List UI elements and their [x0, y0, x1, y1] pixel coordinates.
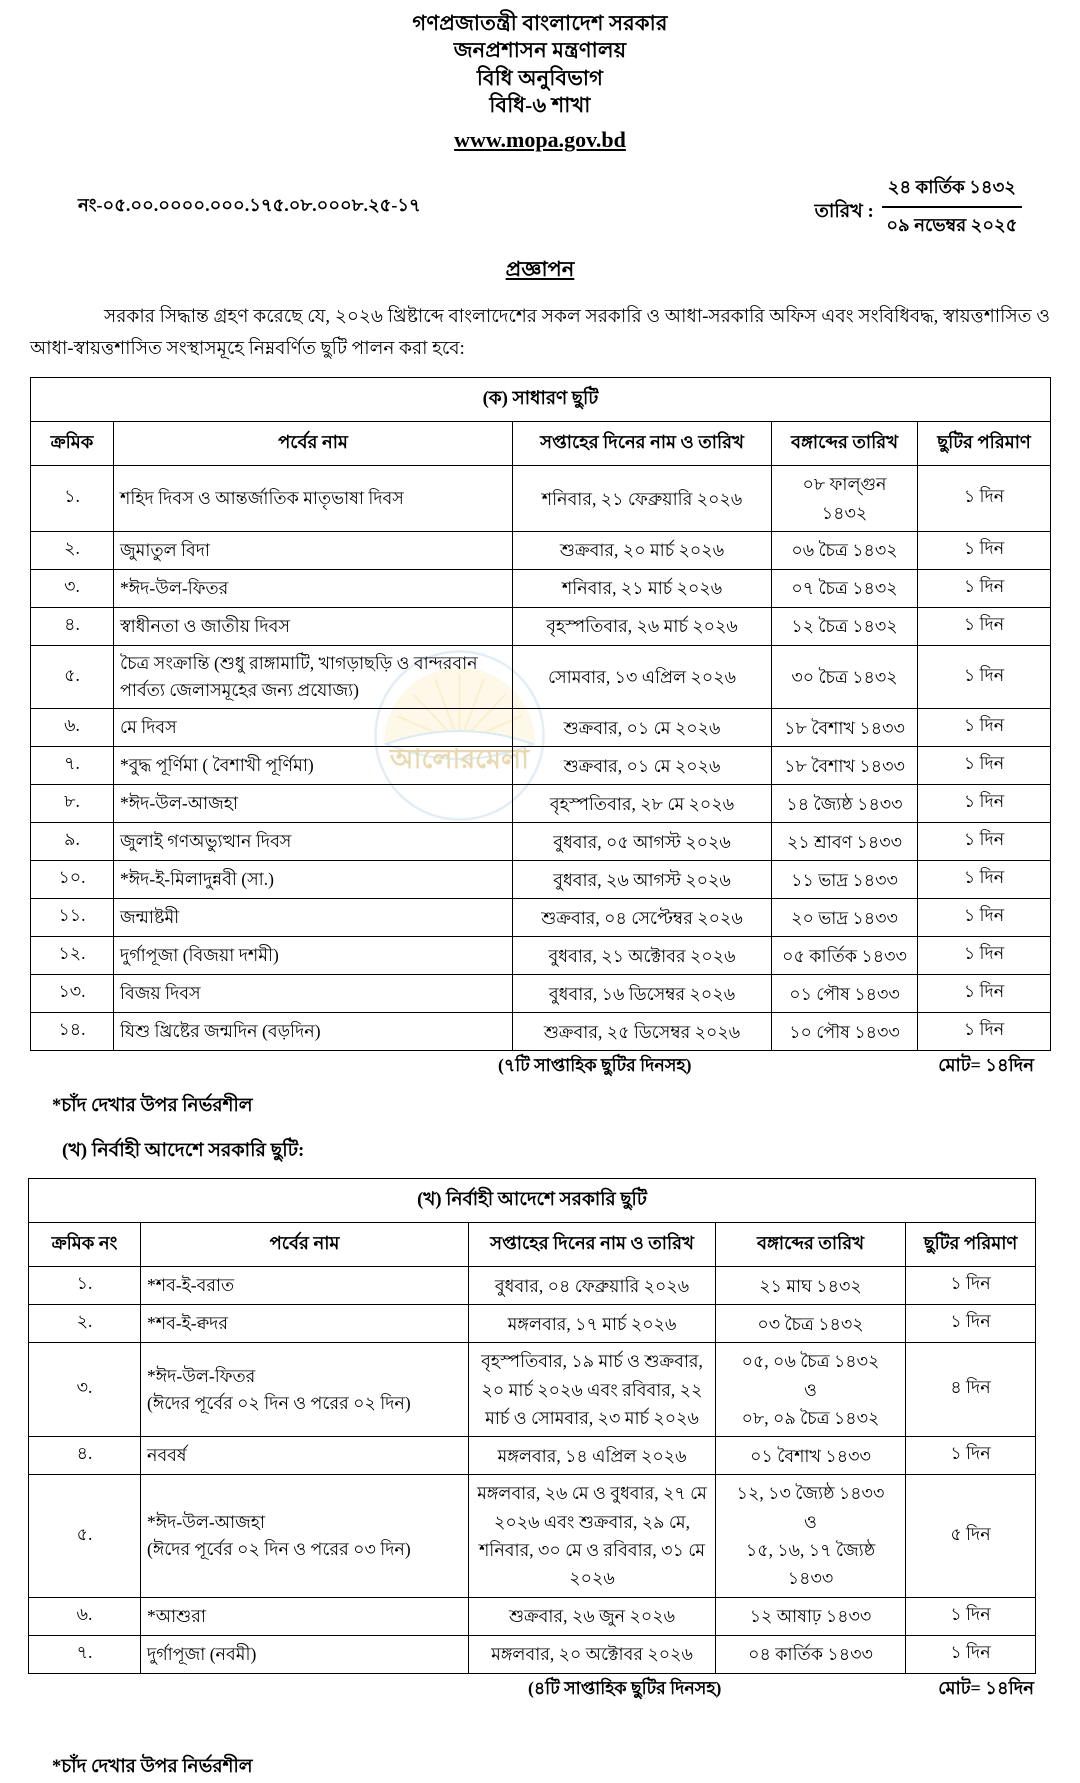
- table2-row-0-amount: ১ দিন: [906, 1267, 1036, 1305]
- intro-paragraph: সরকার সিদ্ধান্ত গ্রহণ করেছে যে, ২০২৬ খ্রিষ্টাব্দে বাংলাদেশের সকল সরকারি ও আধা-সরকারি অফিস এবং সংবিধিবদ্ধ, স্বায়ত্তশাসিত ও আধা-স্বায়ত্তশাসিত সংস্থাসমূহে নিম্নবর্ণিত ছুটি পালন করা হবে:: [30, 306, 1050, 359]
- table1-col-sl: ক্রমিক: [31, 422, 114, 466]
- table1-row-4-amount: ১ দিন: [918, 646, 1051, 709]
- table2-row-4-name: *ঈদ-উল-আজহা (ঈদের পূর্বের ০২ দিন ও পরের ০৩ দিন): [141, 1475, 469, 1597]
- table1-row-5-amount: ১ দিন: [918, 709, 1051, 747]
- table2-row-0-day: বুধবার, ০৪ ফেব্রুয়ারি ২০২৬: [469, 1267, 716, 1305]
- table1-row-12-bengali-date: ০১ পৌষ ১৪৩৩: [772, 975, 918, 1013]
- table1-total: মোট= ১৪দিন: [938, 1055, 1034, 1076]
- table2-row-1-name: *শব-ই-ক্বদর: [141, 1305, 469, 1343]
- table-row: [31, 785, 1051, 823]
- table1-row-0-amount: ১ দিন: [918, 466, 1051, 532]
- table2-row-4-sl: ৫.: [29, 1475, 141, 1597]
- table1-row-4-name: চৈত্র সংক্রান্তি (শুধু রাঙ্গামাটি, খাগড়াছড়ি ও বান্দরবান পার্বত্য জেলাসমূহের জন্য প্রযোজ্য): [114, 646, 513, 709]
- header-line-4: বিধি-৬ শাখা: [489, 92, 591, 117]
- table1-row-1-bengali-date: ০৬ চৈত্র ১৪৩২: [772, 532, 918, 570]
- table2-row-1-day: মঙ্গলবার, ১৭ মার্চ ২০২৬: [469, 1305, 716, 1343]
- table1-row-11-sl: ১২.: [31, 937, 114, 975]
- moon-note-2: *চাঁদ দেখার উপর নির্ভরশীল: [52, 1756, 253, 1777]
- table2-row-5-sl: ৬.: [29, 1597, 141, 1635]
- executive-holidays-table: [28, 1178, 1036, 1673]
- table1-row-6-sl: ৭.: [31, 747, 114, 785]
- table-row: [29, 1267, 1036, 1305]
- table2-col-sl: ক্রমিক নং: [29, 1223, 141, 1267]
- table2-col-amt: ছুটির পরিমাণ: [906, 1223, 1036, 1267]
- section-b-heading: (খ) নির্বাহী আদেশে সরকারি ছুটি:: [62, 1140, 305, 1162]
- table2-row-4-day: মঙ্গলবার, ২৬ মে ও বুধবার, ২৭ মে ২০২৬ এবং শুক্রবার, ২৯ মে, শনিবার, ৩০ মে ও রবিবার, ৩১ মে ২০২৬: [469, 1475, 716, 1597]
- table1-caption: (ক) সাধারণ ছুটি: [31, 378, 1051, 422]
- table2-row-6-bengali-date: ০৪ কার্তিক ১৪৩৩: [716, 1635, 906, 1673]
- table1-row-3-name: স্বাধীনতা ও জাতীয় দিবস: [114, 608, 513, 646]
- table1-row-10-day: শুক্রবার, ০৪ সেপ্টেম্বর ২০২৬: [513, 899, 772, 937]
- table1-row-13-sl: ১৪.: [31, 1013, 114, 1051]
- table1-row-9-bengali-date: ১১ ভাদ্র ১৪৩৩: [772, 861, 918, 899]
- table1-row-1-day: শুক্রবার, ২০ মার্চ ২০২৬: [513, 532, 772, 570]
- table1-row-10-name: জন্মাষ্টমী: [114, 899, 513, 937]
- table2-col-name: পর্বের নাম: [141, 1223, 469, 1267]
- date-block: [815, 173, 1022, 242]
- table1-col-bng: বঙ্গাব্দের তারিখ: [772, 422, 918, 466]
- table1-row-4-bengali-date: ৩০ চৈত্র ১৪৩২: [772, 646, 918, 709]
- table1-body: [31, 466, 1051, 1051]
- notice-title: প্রজ্ঞাপন: [505, 256, 575, 281]
- table-row: [31, 861, 1051, 899]
- table1-row-7-amount: ১ দিন: [918, 785, 1051, 823]
- table2-weekly-note: (৪টি সাপ্তাহিক ছুটির দিনসহ): [528, 1677, 722, 1698]
- table1-row-3-bengali-date: ১২ চৈত্র ১৪৩২: [772, 608, 918, 646]
- table2-row-6-name: দুর্গাপূজা (নবমী): [141, 1635, 469, 1673]
- table2-row-2-amount: ৪ দিন: [906, 1343, 1036, 1437]
- table1-row-6-day: শুক্রবার, ০১ মে ২০২৬: [513, 747, 772, 785]
- table2-row-3-sl: ৪.: [29, 1437, 141, 1475]
- table2-row-0-sl: ১.: [29, 1267, 141, 1305]
- table1-row-8-amount: ১ দিন: [918, 823, 1051, 861]
- table2-row-5-day: শুক্রবার, ২৬ জুন ২০২৬: [469, 1597, 716, 1635]
- table1-row-9-sl: ১০.: [31, 861, 114, 899]
- table1-row-9-amount: ১ দিন: [918, 861, 1051, 899]
- table2-row-2-sl: ৩.: [29, 1343, 141, 1437]
- table1-row-3-amount: ১ দিন: [918, 608, 1051, 646]
- table1-row-8-bengali-date: ২১ শ্রাবণ ১৪৩৩: [772, 823, 918, 861]
- table1-row-1-amount: ১ দিন: [918, 532, 1051, 570]
- table1-row-10-amount: ১ দিন: [918, 899, 1051, 937]
- table2-row-5-name: *আশুরা: [141, 1597, 469, 1635]
- table1-row-7-day: বৃহস্পতিবার, ২৮ মে ২০২৬: [513, 785, 772, 823]
- table1-row-2-amount: ১ দিন: [918, 570, 1051, 608]
- table-row: [29, 1635, 1036, 1673]
- table-row: [31, 709, 1051, 747]
- table-row: [29, 1475, 1036, 1597]
- table1-row-11-bengali-date: ০৫ কার্তিক ১৪৩৩: [772, 937, 918, 975]
- table1-row-3-day: বৃহস্পতিবার, ২৬ মার্চ ২০২৬: [513, 608, 772, 646]
- table2-row-5-bengali-date: ১২ আষাঢ় ১৪৩৩: [716, 1597, 906, 1635]
- table1-row-5-name: মে দিবস: [114, 709, 513, 747]
- table2-body: [29, 1267, 1036, 1673]
- table2-row-3-amount: ১ দিন: [906, 1437, 1036, 1475]
- table1-row-11-day: বুধবার, ২১ অক্টোবর ২০২৬: [513, 937, 772, 975]
- table2-row-1-sl: ২.: [29, 1305, 141, 1343]
- table1-row-2-name: *ঈদ-উল-ফিতর: [114, 570, 513, 608]
- table2-caption-row: [29, 1179, 1036, 1223]
- general-holidays-table: [30, 377, 1051, 1051]
- table2-col-day: সপ্তাহের দিনের নাম ও তারিখ: [469, 1223, 716, 1267]
- table1-row-12-name: বিজয় দিবস: [114, 975, 513, 1013]
- table-row: [29, 1305, 1036, 1343]
- executive-holidays-table-wrap: [28, 1178, 1080, 1673]
- document-header: [0, 0, 1080, 155]
- date-label: তারিখ :: [814, 201, 874, 223]
- moon-note-1: *চাঁদ দেখার উপর নির্ভরশীল: [52, 1096, 253, 1117]
- table1-row-8-sl: ৯.: [31, 823, 114, 861]
- table1-row-11-name: দুর্গাপূজা (বিজয়া দশমী): [114, 937, 513, 975]
- table-row: [31, 975, 1051, 1013]
- table-row: [31, 646, 1051, 709]
- table2-total: মোট= ১৪দিন: [938, 1677, 1034, 1698]
- table1-footer: [0, 1051, 1080, 1077]
- table-row: [29, 1437, 1036, 1475]
- table1-row-7-name: *ঈদ-উল-আজহা: [114, 785, 513, 823]
- watermark-text: আলোরমেলা: [390, 744, 529, 774]
- table-row: [31, 466, 1051, 532]
- table2-row-4-bengali-date: ১২, ১৩ জ্যৈষ্ঠ ১৪৩৩ ও ১৫, ১৬, ১৭ জ্যৈষ্ঠ ১৪৩৩: [716, 1475, 906, 1597]
- table2-row-2-day: বৃহস্পতিবার, ১৯ মার্চ ও শুক্রবার, ২০ মার্চ ২০২৬ এবং রবিবার, ২২ মার্চ ও সোমবার, ২৩ মার্চ ২০২৬: [469, 1343, 716, 1437]
- table1-col-amt: ছুটির পরিমাণ: [918, 422, 1051, 466]
- table1-row-6-amount: ১ দিন: [918, 747, 1051, 785]
- table2-row-6-day: মঙ্গলবার, ২০ অক্টোবর ২০২৬: [469, 1635, 716, 1673]
- website-link[interactable]: www.mopa.gov.bd: [454, 127, 626, 153]
- header-line-2: জনপ্রশাসন মন্ত্রণালয়: [453, 38, 627, 63]
- table1-row-0-sl: ১.: [31, 466, 114, 532]
- table1-row-2-sl: ৩.: [31, 570, 114, 608]
- table2-row-3-name: নববর্ষ: [141, 1437, 469, 1475]
- table2-row-2-bengali-date: ০৫, ০৬ চৈত্র ১৪৩২ ও ০৮, ০৯ চৈত্র ১৪৩২: [716, 1343, 906, 1437]
- memo-row: [0, 173, 1080, 251]
- table2-row-4-amount: ৫ দিন: [906, 1475, 1036, 1597]
- table1-row-7-bengali-date: ১৪ জ্যৈষ্ঠ ১৪৩৩: [772, 785, 918, 823]
- table1-row-5-day: শুক্রবার, ০১ মে ২০২৬: [513, 709, 772, 747]
- table2-header-row: [29, 1223, 1036, 1267]
- table-row: [31, 747, 1051, 785]
- table1-row-13-amount: ১ দিন: [918, 1013, 1051, 1051]
- table-row: [31, 570, 1051, 608]
- table1-row-9-day: বুধবার, ২৬ আগস্ট ২০২৬: [513, 861, 772, 899]
- table1-row-12-amount: ১ দিন: [918, 975, 1051, 1013]
- table2-caption: (খ) নির্বাহী আদেশে সরকারি ছুটি: [29, 1179, 1036, 1223]
- table-row: [31, 823, 1051, 861]
- table-row: [31, 899, 1051, 937]
- table2-row-0-bengali-date: ২১ মাঘ ১৪৩২: [716, 1267, 906, 1305]
- table2-row-1-amount: ১ দিন: [906, 1305, 1036, 1343]
- table1-row-13-day: শুক্রবার, ২৫ ডিসেম্বর ২০২৬: [513, 1013, 772, 1051]
- table1-header-row: [31, 422, 1051, 466]
- table1-row-6-name: *বুদ্ধ পূর্ণিমা ( বৈশাখী পূর্ণিমা): [114, 747, 513, 785]
- table2-row-2-name: *ঈদ-উল-ফিতর (ঈদের পূর্বের ০২ দিন ও পরের ০২ দিন): [141, 1343, 469, 1437]
- header-line-1: গণপ্রজাতন্ত্রী বাংলাদেশ সরকার: [412, 11, 668, 35]
- header-line-3: বিধি অনুবিভাগ: [476, 65, 604, 90]
- table2-row-0-name: *শব-ই-বরাত: [141, 1267, 469, 1305]
- table1-weekly-note: (৭টি সাপ্তাহিক ছুটির দিনসহ): [498, 1055, 692, 1076]
- table1-row-4-sl: ৫.: [31, 646, 114, 709]
- table1-row-9-name: *ঈদ-ই-মিলাদুন্নবী (সা.): [114, 861, 513, 899]
- table-row: [31, 608, 1051, 646]
- table2-row-1-bengali-date: ০৩ চৈত্র ১৪৩২: [716, 1305, 906, 1343]
- date-bengali: ২৪ কার্তিক ১৪৩২: [882, 173, 1022, 208]
- table1-col-name: পর্বের নাম: [114, 422, 513, 466]
- table1-row-2-bengali-date: ০৭ চৈত্র ১৪৩২: [772, 570, 918, 608]
- table2-row-3-day: মঙ্গলবার, ১৪ এপ্রিল ২০২৬: [469, 1437, 716, 1475]
- date-gregorian: ০৯ নভেম্বর ২০২৫: [886, 214, 1018, 235]
- table1-caption-row: [31, 378, 1051, 422]
- table1-row-1-sl: ২.: [31, 532, 114, 570]
- table1-row-1-name: জুমাতুল বিদা: [114, 532, 513, 570]
- table1-row-5-sl: ৬.: [31, 709, 114, 747]
- memo-number: নং-০৫.০০.০০০০.০০০.১৭৫.০৮.০০০৮.২৫-১৭: [78, 194, 421, 215]
- table1-row-8-name: জুলাই গণঅভ্যুত্থান দিবস: [114, 823, 513, 861]
- table1-row-12-sl: ১৩.: [31, 975, 114, 1013]
- table1-row-10-sl: ১১.: [31, 899, 114, 937]
- table-row: [31, 937, 1051, 975]
- table1-row-10-bengali-date: ২০ ভাদ্র ১৪৩৩: [772, 899, 918, 937]
- table1-row-12-day: বুধবার, ১৬ ডিসেম্বর ২০২৬: [513, 975, 772, 1013]
- table2-col-bng: বঙ্গাব্দের তারিখ: [716, 1223, 906, 1267]
- table1-row-13-name: যিশু খ্রিষ্টের জন্মদিন (বড়দিন): [114, 1013, 513, 1051]
- table2-row-6-amount: ১ দিন: [906, 1635, 1036, 1673]
- table1-row-8-day: বুধবার, ০৫ আগস্ট ২০২৬: [513, 823, 772, 861]
- table1-col-day: সপ্তাহের দিনের নাম ও তারিখ: [513, 422, 772, 466]
- general-holidays-table-wrap: [30, 377, 1080, 1051]
- table1-row-4-day: সোমবার, ১৩ এপ্রিল ২০২৬: [513, 646, 772, 709]
- table1-row-0-name: শহিদ দিবস ও আন্তর্জাতিক মাতৃভাষা দিবস: [114, 466, 513, 532]
- date-stack: [882, 173, 1022, 242]
- table-row: [29, 1597, 1036, 1635]
- table1-row-0-bengali-date: ০৮ ফাল্গুন ১৪৩২: [772, 466, 918, 532]
- table1-row-0-day: শনিবার, ২১ ফেব্রুয়ারি ২০২৬: [513, 466, 772, 532]
- table2-footer: [0, 1674, 1080, 1700]
- table-row: [29, 1343, 1036, 1437]
- table1-row-13-bengali-date: ১০ পৌষ ১৪৩৩: [772, 1013, 918, 1051]
- table1-row-2-day: শনিবার, ২১ মার্চ ২০২৬: [513, 570, 772, 608]
- table2-row-6-sl: ৭.: [29, 1635, 141, 1673]
- table1-row-5-bengali-date: ১৮ বৈশাখ ১৪৩৩: [772, 709, 918, 747]
- table1-row-7-sl: ৮.: [31, 785, 114, 823]
- table2-row-3-bengali-date: ০১ বৈশাখ ১৪৩৩: [716, 1437, 906, 1475]
- table-row: [31, 1013, 1051, 1051]
- table1-row-6-bengali-date: ১৮ বৈশাখ ১৪৩৩: [772, 747, 918, 785]
- table2-row-5-amount: ১ দিন: [906, 1597, 1036, 1635]
- table-row: [31, 532, 1051, 570]
- table1-row-11-amount: ১ দিন: [918, 937, 1051, 975]
- table1-row-3-sl: ৪.: [31, 608, 114, 646]
